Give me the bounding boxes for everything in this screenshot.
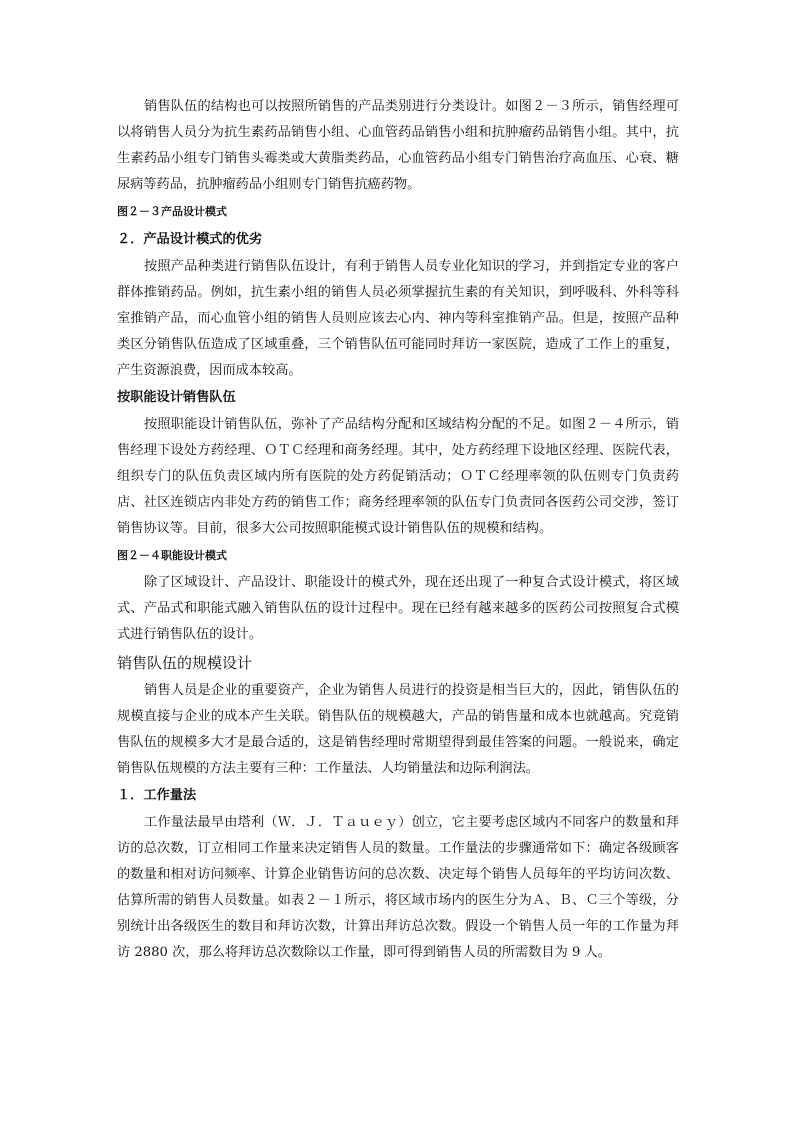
section-heading-function-design: 按职能设计销售队伍 [117, 390, 236, 405]
paragraph-product-pros-cons: 按照产品种类进行销售队伍设计，有利于销售人员专业化知识的学习，并到指定专业的客户群体推销药品。例如，抗生素小组的销售人员必须掌握抗生素的有关知识，到呼吸科、外科等科室推销产品，而心血管小组的销售人员则应该去心内、神内等科室推销产品。但是，按照产品种类区分销售队伍造成了区域重叠，三个销售队伍可能同时拜访一家医院，造成了工作上的重复，产生资源浪费，因而成本较高。 [117, 259, 679, 378]
paragraph-product-structure: 销售队伍的结构也可以按照所销售的产品类别进行分类设计。如图２－３所示，销售经理可以将销售人员分为抗生素药品销售小组、心血管药品销售小组和抗肿瘤药品销售小组。其中，抗生素药品小组专门销售头霉类或大黄脂类药品，心血管药品小组专门销售治疗高血压、心衰、糖尿病等药品，抗肿瘤药品小组则专门销售抗癌药物。 [117, 99, 679, 192]
paragraph-function-design: 按照职能设计销售队伍，弥补了产品结构分配和区域结构分配的不足。如图２－４所示，销售经理下设处方药经理、ＯＴＣ经理和商务经理。其中，处方药经理下设地区经理、医院代表，组织专门的队伍负责区域内所有医院的处方药促销活动；ＯＴＣ经理率领的队伍则专门负责药店、社区连锁店内非处方药的销售工作；商务经理率领的队伍专门负责同各医药公司交涉，签订销售协议等。目前，很多大公司按照职能模式设计销售队伍的规模和结构。 [117, 417, 679, 536]
figure-caption-2-4: 图２－４职能设计模式 [117, 549, 227, 562]
paragraph-workload-method: 工作量法最早由塔利（Ｗ．Ｊ．Ｔａｕｅｙ）创立，它主要考虑区域内不同客户的数量和拜访的总次数，订立相同工作量来决定销售人员的数量。工作量法的步骤通常如下：确定各级顾客的数量和相对访问频率、计算企业销售访问的总次数、决定每个销售人员每年的平均访问次数、估算所需的销售人员数量。如表２－１所示，将区域市场内的医生分为Ａ、Ｂ、Ｃ三个等级，分别统计出各级医生的数目和拜访次数，计算出拜访总次数。假设一个销售人员一年的工作量为拜访 2880 次，那么将拜访总次数除以工作量，即可得到销售人员的所需数目为 9 人。 [117, 815, 679, 960]
paragraph-team-size: 销售人员是企业的重要资产，企业为销售人员进行的投资是相当巨大的，因此，销售队伍的规模直接与企业的成本产生关联。销售队伍的规模越大，产品的销售量和成本也就越高。究竟销售队伍的规模多大才是最合适的，这是销售经理时常期望得到最佳答案的问题。一般说来，确定销售队伍规模的方法主要有三种：工作量法、人均销量法和边际利润法。 [117, 683, 679, 776]
document-page [117, 94, 679, 966]
figure-caption-2-3: 图２－３产品设计模式 [117, 205, 227, 218]
section-heading-product-pros-cons: ２．产品设计模式的优劣 [117, 232, 263, 247]
section-heading-workload-method: １．工作量法 [117, 788, 197, 803]
section-heading-team-size: 销售队伍的规模设计 [117, 654, 253, 672]
paragraph-composite-design: 除了区域设计、产品设计、职能设计的模式外，现在还出现了一种复合式设计模式，将区域式、产品式和职能式融入销售队伍的设计过程中。现在已经有越来越多的医药公司按照复合式模式进行销售队伍的设计。 [117, 575, 679, 642]
